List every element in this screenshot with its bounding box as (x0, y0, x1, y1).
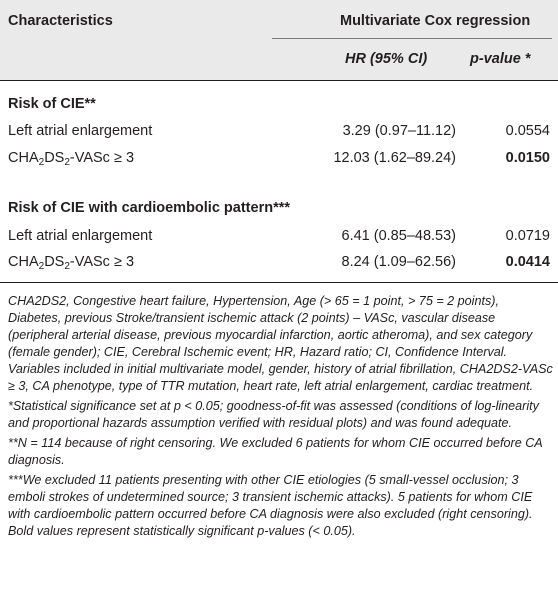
row-hr: 6.41 (0.85–48.53) (341, 228, 456, 244)
table-footnotes (8, 293, 553, 540)
row-pvalue-significant: 0.0414 (505, 254, 550, 270)
row-label: Left atrial enlargement (8, 228, 153, 244)
footnote-censoring: **N = 114 because of right censoring. We excluded 6 patients for whom CIE occurred before CA diagnosis. (8, 436, 543, 467)
footnote-abbreviations: CHA2DS2, Congestive heart failure, Hypertension, Age (> 65 = 1 point, > 75 = 2 points), Diabetes, previous Stroke/transient ischemic attack (2 points) – VASc, vascular disease (peripheral arterial disease, previous myocardial infarction, aortic atheroma), and sex category (female gender); CIE, Cerebral Ischemic event; HR, Hazard ratio; CI, Confidence Interval. Variables included in initial multivariate model, gender, history of atrial fibrillation, CHA2DS2-VASc ≥ 3, CA phenotype, type of TTR mutation, heart rate, left atrial enlargement, cardiac treatment. (8, 294, 553, 393)
section-title: Risk of CIE with cardioembolic pattern*** (8, 200, 290, 216)
header-characteristics: Characteristics (8, 13, 113, 29)
table-bottom-rule (0, 282, 558, 283)
header-rule (0, 80, 558, 81)
header-hr: HR (95% CI) (345, 51, 428, 67)
row-label: $CHA_2DS_2$-VASc ≥ 3 (8, 150, 135, 168)
section-title: Risk of CIE** (8, 96, 96, 112)
row-pvalue-significant: 0.0150 (505, 150, 550, 166)
row-hr: 8.24 (1.09–62.56) (341, 254, 456, 270)
row-pvalue: 0.0554 (505, 123, 550, 139)
row-pvalue: 0.0719 (505, 228, 550, 244)
header-group-multivariate: Multivariate Cox regression (340, 13, 531, 29)
row-hr: 3.29 (0.97–11.12) (342, 123, 456, 139)
row-hr: 12.03 (1.62–89.24) (333, 150, 456, 166)
row-label: Left atrial enlargement (8, 123, 153, 139)
row-label: $CHA_2DS_2$-VASc ≥ 3 (8, 254, 135, 272)
header-group-underline (272, 38, 552, 39)
footnote-significance: *Statistical significance set at p < 0.05; goodness-of-fit was assessed (conditions of log-linearity and proportional hazards assumption verified with residual plots) and was found adequate. (8, 399, 539, 430)
header-pvalue: p-value * (470, 51, 531, 67)
footnote-exclusions: ***We excluded 11 patients presenting with other CIE etiologies (5 small-vessel occlusion; 3 emboli strokes of undetermined source; 3 transient ischemic attacks). 5 patients for whom CIE with cardioembolic pattern occurred before CA diagnosis were also excluded (right censoring). Bold values represent statistically significant p-values (< 0.05). (8, 473, 533, 538)
